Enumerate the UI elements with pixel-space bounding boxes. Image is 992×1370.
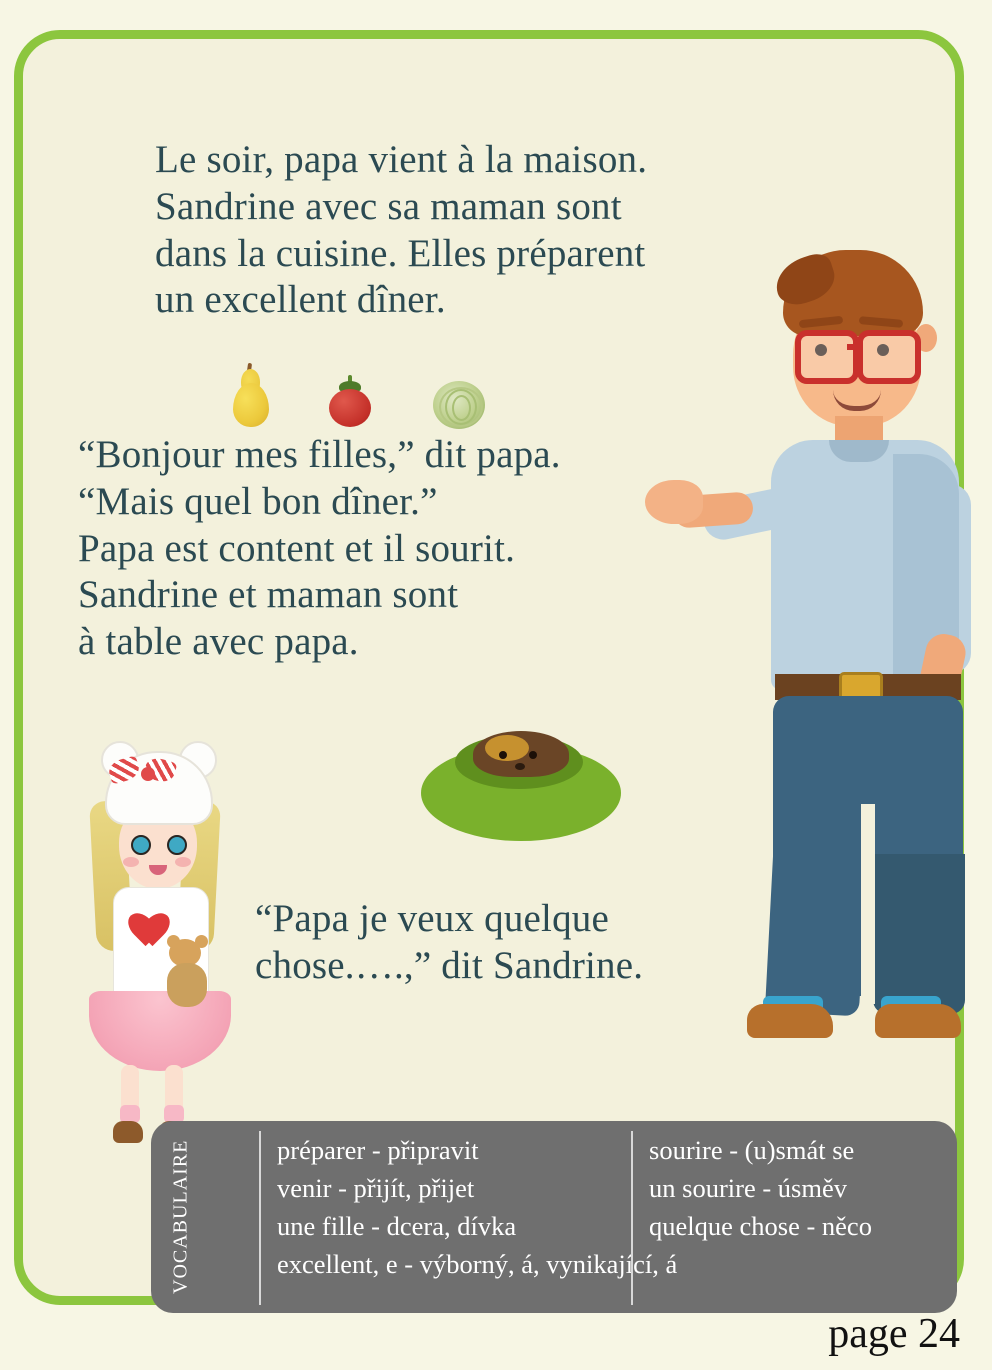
vocabulary-entry: quelque chose - něco bbox=[649, 1211, 872, 1242]
paragraph-2-line-4: Sandrine et maman sont bbox=[78, 573, 459, 617]
vocabulary-column-right bbox=[631, 1131, 945, 1305]
vocabulary-entry: une fille - dcera, dívka bbox=[277, 1211, 517, 1242]
vocabulary-label: VOCABULAIRE bbox=[169, 1139, 192, 1295]
vocabulary-entry: un sourire - úsměv bbox=[649, 1173, 847, 1204]
vocabulary-columns bbox=[259, 1131, 945, 1305]
paragraph-3-line-1: “Papa je veux quelque bbox=[255, 897, 609, 940]
vocabulary-entry: sourire - (u)smát se bbox=[649, 1135, 855, 1165]
sandrine-illustration bbox=[61, 739, 251, 1159]
paragraph-2 bbox=[78, 432, 738, 666]
glasses-icon bbox=[795, 330, 859, 384]
vocabulary-column-left bbox=[259, 1131, 678, 1305]
vocabulary-box bbox=[151, 1121, 957, 1313]
paragraph-2-line-5: à table avec papa. bbox=[78, 620, 359, 664]
food-icon-row bbox=[219, 363, 499, 429]
paragraph-2-line-1: “Bonjour mes filles,” dit papa. bbox=[78, 433, 561, 476]
paragraph-3 bbox=[255, 896, 775, 990]
guinea-pig-in-bed-illustration bbox=[421, 729, 621, 841]
vocabulary-entry: venir - přijít, přijet bbox=[277, 1173, 475, 1204]
vocabulary-entry: préparer - připravit bbox=[277, 1135, 479, 1165]
page-number: page 24 bbox=[828, 1311, 960, 1357]
paragraph-2-line-2: “Mais quel bon dîner.” bbox=[78, 479, 438, 523]
paragraph-1-line-3: dans la cuisine. Elles préparent bbox=[155, 231, 646, 275]
paragraph-1-line-4: un excellent dîner. bbox=[155, 278, 446, 322]
papa-hand-icon bbox=[645, 480, 703, 524]
vocabulary-entry: excellent, e - výborný, á, vynikající, á bbox=[277, 1249, 678, 1280]
paragraph-1-line-1: Le soir, papa vient à la maison. bbox=[155, 138, 648, 181]
paragraph-2-line-3: Papa est content et il sourit. bbox=[78, 526, 516, 570]
paragraph-1-line-2: Sandrine avec sa maman sont bbox=[155, 184, 622, 228]
page-frame bbox=[14, 30, 964, 1305]
paragraph-3-line-2: chose.….,” dit Sandrine. bbox=[255, 943, 644, 987]
